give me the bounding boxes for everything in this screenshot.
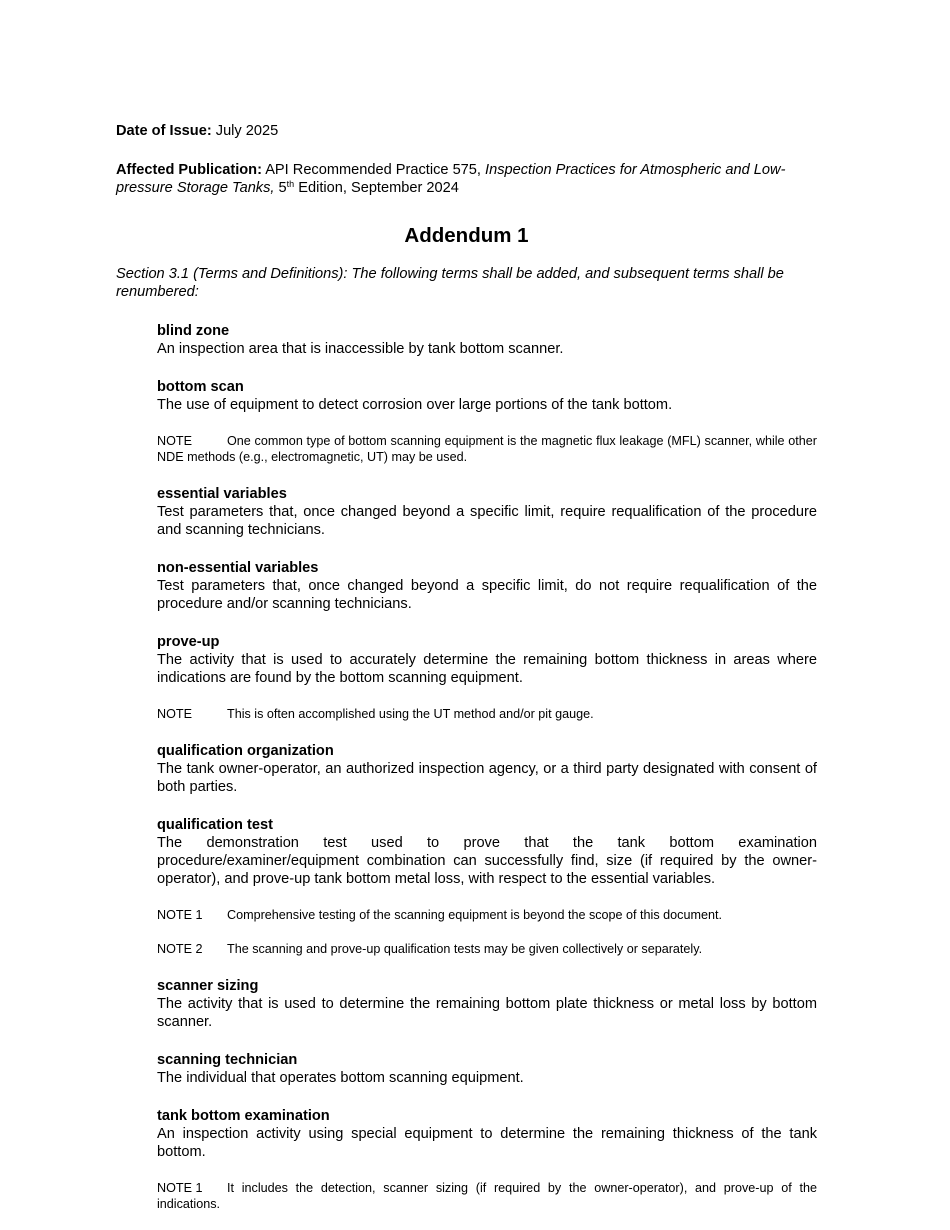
definition-text: The demonstration test used to prove that the tank bottom examination procedure/examiner/equipment combination can successfully find, size (if required by the owner-operator), and prove-up tank bottom metal loss, with respect to the essential variables. (157, 835, 817, 887)
definition-text: An inspection area that is inaccessible by tank bottom scanner. (157, 341, 564, 357)
definition-text: The activity that is used to determine the remaining bottom plate thickness or metal loss by bottom scanner. (157, 996, 817, 1030)
definition-text: The use of equipment to detect corrosion over large portions of the tank bottom. (157, 397, 673, 413)
definition-note (157, 907, 817, 923)
definition-entry (157, 485, 817, 539)
edition-number: 5 (278, 180, 287, 196)
note-text: One common type of bottom scanning equipment is the magnetic flux leakage (MFL) scanner, while other NDE methods (e.g., electromagnetic, UT) may be used. (157, 434, 817, 464)
definition-term: blind zone (157, 323, 230, 339)
definition-text: An inspection activity using special equipment to determine the remaining thickness of the tank bottom. (157, 1126, 817, 1160)
section-intro: Section 3.1 (Terms and Definitions): The following terms shall be added, and subsequent terms shall be renumbered: (116, 266, 784, 300)
definition-entry (157, 633, 817, 722)
edition-rest: Edition, September 2024 (298, 180, 459, 196)
definition-note (157, 941, 817, 957)
document-page (116, 122, 817, 1212)
definition-entry (157, 1107, 817, 1212)
edition-superscript: th (286, 179, 295, 189)
note-text: The scanning and prove-up qualification tests may be given collectively or separately. (227, 942, 703, 956)
definition-term: scanning technician (157, 1052, 298, 1068)
affected-label: Affected Publication: (116, 162, 262, 178)
definition-text: Test parameters that, once changed beyond a specific limit, do not require requalification of the procedure and/or scanning technicians. (157, 578, 817, 612)
definition-text: The tank owner-operator, an authorized inspection agency, or a third party designated with consent of both parties. (157, 761, 817, 795)
note-text: It includes the detection, scanner sizing (if required by the owner-operator), and prove-up of the indications. (157, 1181, 817, 1211)
page-title: Addendum 1 (404, 224, 529, 247)
note-label: NOTE 2 (157, 942, 203, 956)
definition-term: prove-up (157, 634, 220, 650)
definition-entry (157, 977, 817, 1031)
note-text: This is often accomplished using the UT method and/or pit gauge. (227, 707, 594, 721)
definition-note (157, 433, 817, 465)
definition-note (157, 706, 817, 722)
date-label: Date of Issue: (116, 123, 212, 139)
note-label: NOTE (157, 707, 192, 721)
definition-entry (157, 1051, 817, 1087)
note-label: NOTE 1 (157, 908, 203, 922)
definition-text: The activity that is used to accurately determine the remaining bottom thickness in areas where indications are found by the bottom scanning equipment. (157, 652, 817, 686)
definition-term: qualification organization (157, 743, 334, 759)
note-label: NOTE 1 (157, 1181, 203, 1195)
affected-title: Inspection Practices for Atmospheric and Low-pressure Storage Tanks, (116, 162, 786, 196)
definition-entry (157, 559, 817, 613)
definitions-list (157, 322, 817, 1212)
definition-entry (157, 322, 817, 358)
definition-entry (157, 816, 817, 957)
definition-text: The individual that operates bottom scanning equipment. (157, 1070, 524, 1086)
definition-term: essential variables (157, 486, 287, 502)
affected-publication (116, 161, 817, 197)
definition-term: non-essential variables (157, 560, 319, 576)
affected-plain: API Recommended Practice 575, (265, 162, 481, 178)
definition-term: scanner sizing (157, 978, 259, 994)
definition-entry (157, 378, 817, 465)
definition-term: qualification test (157, 817, 273, 833)
note-text: Comprehensive testing of the scanning equipment is beyond the scope of this document. (227, 908, 722, 922)
date-value: July 2025 (215, 123, 279, 139)
definition-entry (157, 742, 817, 796)
definition-note (157, 1180, 817, 1212)
definition-term: bottom scan (157, 379, 244, 395)
note-label: NOTE (157, 434, 192, 448)
definition-term: tank bottom examination (157, 1108, 330, 1124)
date-of-issue (116, 122, 817, 140)
definition-text: Test parameters that, once changed beyond a specific limit, require requalification of the procedure and scanning technicians. (157, 504, 817, 538)
